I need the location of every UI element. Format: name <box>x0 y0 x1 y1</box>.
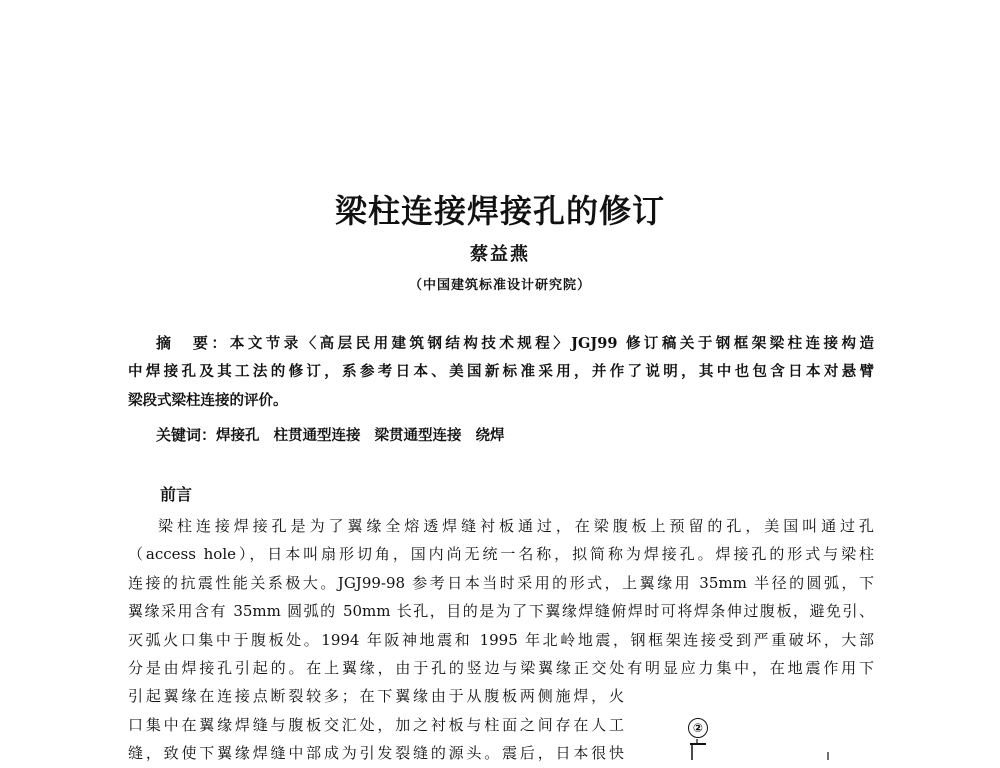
keyword: 柱贯通型连接 <box>273 427 361 444</box>
author-name: 蔡益燕 <box>470 244 530 265</box>
abstract-text: 本文节录〈高层民用建筑钢结构技术规程〉JGJ99 修订稿关于钢框架梁柱连接构造 <box>229 335 874 352</box>
figure-fragment <box>680 718 840 760</box>
body-line: 翼缘采用含有 35mm 圆弧的 50mm 长孔，目的是为了下翼缘焊缝俯焊时可将焊条伸过腹板，避免引、 <box>128 602 874 621</box>
paper-title: 梁柱连接焊接孔的修订 <box>334 192 665 230</box>
section-heading: 前言 <box>160 485 193 504</box>
body-line: 梁柱连接焊接孔是为了翼缘全熔透焊缝衬板通过，在梁腹板上预留的孔，美国叫通过孔 <box>158 517 874 535</box>
keyword: 焊接孔 <box>216 427 260 444</box>
abstract-line-2: 中焊接孔及其工法的修订，系参考日本、美国新标准采用，并作了说明，其中也包含日本对悬臂 <box>128 363 874 381</box>
body-line: 口集中在翼缘焊缝与腹板交汇处，加之衬板与柱面之间存在人工 <box>128 715 624 734</box>
keyword: 绕焊 <box>475 427 505 444</box>
abstract <box>128 330 874 415</box>
body-line: 缝，致使下翼缘焊缝中部成为引发裂缝的源头。震后，日本很快 <box>128 744 624 763</box>
body-line: 引起翼缘在连接点断裂较多；在下翼缘由于从腹板两侧施焊，火 <box>128 687 624 706</box>
body-line: 连接的抗震性能关系极大。JGJ99-98 参考日本当时采用的形式，上翼缘用 35mm 半径的圆弧，下 <box>128 573 874 592</box>
body-line: 灭弧火口集中于腹板处。1994 年阪神地震和 1995 年北岭地震，钢框架连接受到严重破坏，大部 <box>128 630 874 649</box>
abstract-label: 摘 要： <box>156 334 230 352</box>
figure-callout-number: ② <box>688 718 708 738</box>
body-line: 分是由焊接孔引起的。在上翼缘，由于孔的竖边与梁翼缘正交处有明显应力集中，在地震作用下 <box>128 658 874 677</box>
abstract-line-3: 梁段式梁柱连接的评价。 <box>128 391 288 409</box>
keywords <box>156 424 505 445</box>
figure-drawing <box>680 718 840 760</box>
author-affiliation: （中国建筑标准设计研究院） <box>408 278 591 293</box>
body-line: （access hole），日本叫扇形切角，国内尚无统一名称，拟简称为焊接孔。焊接孔的形式与梁柱 <box>128 545 874 564</box>
keywords-label: 关键词： <box>156 426 217 444</box>
keyword: 梁贯通型连接 <box>374 427 462 444</box>
abstract-line-1 <box>156 330 874 358</box>
